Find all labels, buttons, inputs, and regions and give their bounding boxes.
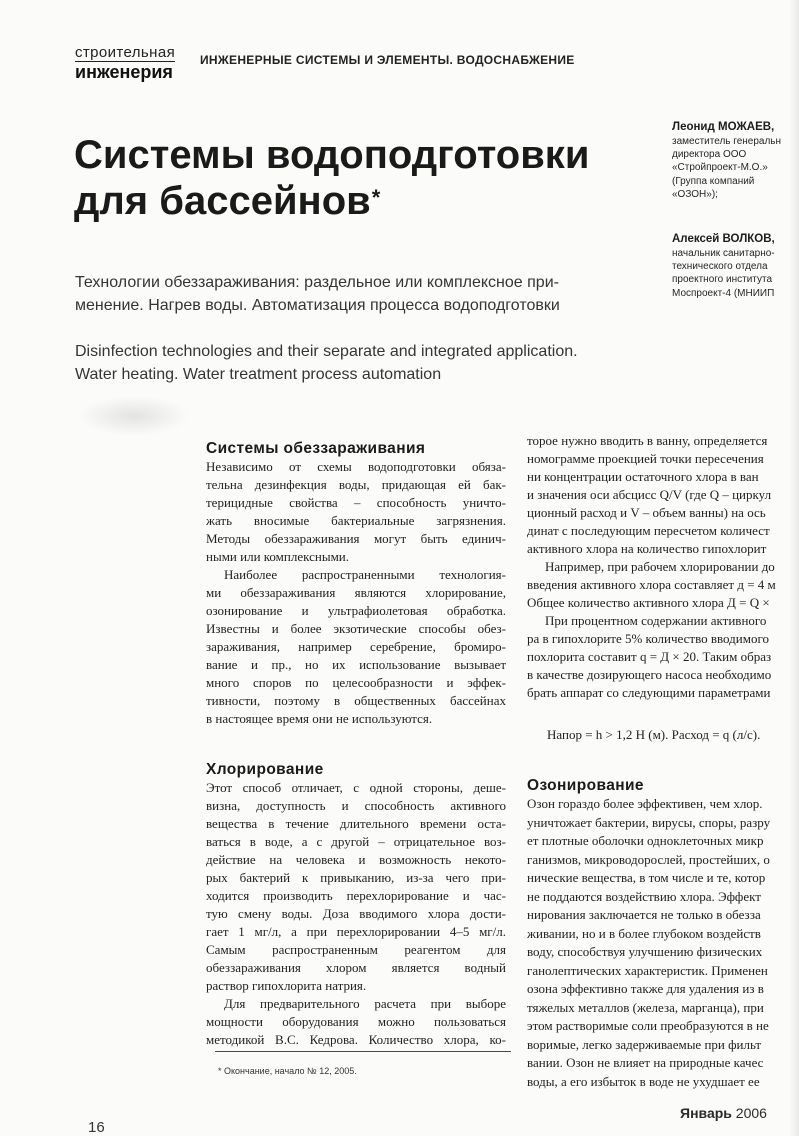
author-name: Алексей ВОЛКОВ, — [672, 233, 775, 245]
text-line: ходится производить перехлорирование и час- — [206, 888, 506, 903]
text-line: ра в гипохлорите 5% количество вводимого — [527, 631, 769, 646]
text-line: Самым распространенным реагентом для — [206, 942, 506, 957]
section-heading: Системы обеззараживания — [206, 440, 426, 457]
author-position-line: (Группа компаний — [672, 175, 755, 187]
text-line: похлорита составит q = Д × 20. Таким образ — [527, 649, 772, 664]
logo-top-word: строительная — [75, 44, 176, 61]
section-chlorination — [206, 761, 506, 1049]
section-body — [527, 432, 799, 702]
lead-line: Water heating. Water treatment process automation — [75, 365, 442, 383]
text-line: тивности, поэтому в общественных бассейнах — [206, 693, 506, 708]
text-line: воримые, легко задерживаемые при фильт — [527, 1036, 762, 1052]
magazine-logo — [75, 44, 195, 82]
section-body — [206, 458, 506, 728]
footnote-divider — [215, 1051, 511, 1052]
section-body — [206, 779, 506, 1049]
text-line: рых бактерий к привыканию, из-за чего при- — [206, 870, 506, 885]
author-position-line: «ОЗОН»); — [672, 188, 718, 200]
text-line: ганолептических характеристик. Применен — [527, 962, 768, 978]
footnote-mark: * — [371, 185, 381, 210]
paragraph — [527, 612, 799, 702]
paragraph — [527, 795, 799, 1091]
text-line: Независимо от схемы водоподготовки обяза- — [206, 459, 506, 474]
rubric-label: ИНЖЕНЕРНЫЕ СИСТЕМЫ И ЭЛЕМЕНТЫ. ВОДОСНАБЖЕНИЕ — [200, 53, 575, 67]
text-line: ными или комплексными. — [206, 549, 350, 564]
text-line: ваться в воде, а с другой – отрицательное воз- — [206, 834, 506, 849]
text-line: торое нужно вводить в ванну, определяется — [527, 433, 768, 448]
text-line: брать аппарат со следующими параметрами — [527, 685, 771, 700]
text-line: зараживания, например серебрение, бромиро- — [206, 639, 506, 654]
text-line: вании. Озон не влияет на природные качес — [527, 1055, 764, 1070]
text-line: нирования заключается не только в обезза — [527, 907, 761, 922]
text-line: терицидные свойства – способность уничто- — [206, 495, 506, 510]
title-line-2-text: для бассейнов — [74, 179, 371, 223]
text-line: ни концентрации остаточного хлора в ван — [527, 469, 759, 484]
text-line: тельна дезинфекция воды, придающая ей бак- — [206, 477, 506, 492]
author-name: Леонид МОЖАЕВ, — [672, 121, 775, 133]
author-block-1 — [672, 120, 799, 201]
text-line: воды, а его избыток в воде не ухудшает ее — [527, 1073, 760, 1089]
page-number: 16 — [88, 1119, 105, 1136]
text-line: жать вносимые бактериальные загрязнения. — [206, 513, 506, 528]
text-line: Озон гораздо более эффективен, чем хлор. — [527, 796, 763, 811]
text-line: в настоящее время они не используются. — [206, 711, 433, 726]
text-line: введения активного хлора составляет д = 4 м — [527, 577, 776, 592]
issue-date — [680, 1105, 767, 1121]
text-line: Этот способ отличает, с одной стороны, деше- — [206, 780, 506, 795]
scan-smudge — [78, 396, 190, 436]
paragraph — [527, 558, 799, 612]
text-line: При процентном содержании активного — [545, 613, 767, 628]
text-line: вещества в течение длительного времени оста- — [206, 816, 506, 831]
text-line: Известны и более экзотические способы обез- — [206, 621, 506, 636]
text-line: активного хлора на количество гипохлорит — [527, 541, 767, 556]
text-line: мощности оборудования можно пользоваться — [206, 1014, 506, 1029]
author-position-line: проектного института — [672, 274, 773, 286]
text-line: тяжелых металлов (железа, марганца), при — [527, 999, 764, 1015]
text-line: живании, но и в более глубоком воздейств — [527, 925, 761, 941]
text-line: обеззараживания хлором является водный — [206, 960, 506, 975]
lead-russian — [75, 272, 775, 317]
issue-year: 2006 — [735, 1105, 767, 1121]
paragraph — [206, 458, 506, 566]
author-position-line: Моспроект-4 (МНИИП — [672, 287, 775, 299]
text-line: уничтожает бактерии, вирусы, споры, разру — [527, 814, 771, 830]
section-heading: Хлорирование — [206, 761, 324, 778]
text-line: озона эффективно также для удаления из в — [527, 981, 764, 996]
text-line: много споров по целесообразности и эффек- — [206, 675, 506, 690]
text-line: гает 1 мг/л, а при перехлорировании 4–5 мг/л. — [206, 924, 506, 939]
text-line: Например, при рабочем хлорировании до — [545, 559, 775, 574]
text-line: воду, способствуя улучшению физических — [527, 944, 763, 959]
title-line-2 — [74, 178, 589, 224]
text-line: нические вещества, в том числе и те, котор — [527, 870, 766, 885]
text-line: методикой В.С. Кедрова. Количество хлора, ко- — [206, 1032, 506, 1047]
chlorination-continued — [527, 432, 799, 702]
text-line: вание и пр., но их использование вызывает — [206, 657, 506, 672]
text-line: Общее количество активного хлора Д = Q × — [527, 595, 770, 610]
author-position — [672, 135, 799, 201]
text-line: ет плотные оболочки одноклеточных микр — [527, 833, 764, 848]
text-line: Методы обеззараживания могут быть единич- — [206, 531, 506, 546]
text-line: номограмме проекцией точки пересечения — [527, 451, 764, 466]
text-line: действие на человека и возможность некото- — [206, 852, 506, 867]
text-line: Наиболее распространенными технология- — [224, 567, 506, 582]
text-line: в качестве дозирующего насоса необходимо — [527, 667, 772, 682]
text-line: тую смену воды. Доза вводимого хлора дости- — [206, 906, 506, 921]
text-line: озонирование и ультрафиолетовая обработка. — [206, 603, 506, 618]
text-line: ми обеззараживания являются хлорирование, — [206, 585, 506, 600]
text-line: ганизмов, микроводорослей, простейших, о — [527, 851, 770, 867]
logo-bottom-word: инженерия — [75, 62, 173, 82]
text-line: раствор гипохлорита натрия. — [206, 978, 367, 993]
paragraph — [206, 779, 506, 995]
issue-month: Январь — [680, 1105, 732, 1121]
text-line: визна, доступность и способность активного — [206, 798, 506, 813]
text-line: Для предварительного расчета при выборе — [224, 996, 506, 1011]
text-line: и значения оси абсцисс Q/V (где Q – циркул — [527, 487, 772, 502]
author-position-line: начальник санитарно- — [672, 248, 775, 259]
author-position-line: директора ООО — [672, 149, 747, 161]
paragraph — [206, 566, 506, 728]
text-line: этом растворимые соли преобразуются в не — [527, 1018, 769, 1033]
section-heading: Озонирование — [527, 777, 644, 794]
section-ozonation — [527, 777, 799, 1091]
paragraph — [527, 432, 799, 558]
section-disinfection-systems — [206, 440, 506, 728]
author-position-line: заместитель генеральн — [672, 136, 782, 147]
footnote: * Окончание, начало № 12, 2005. — [218, 1066, 357, 1076]
text-line: ционный расход и V – объем ванны) на ось — [527, 505, 766, 520]
lead-line: Disinfection technologies and their separate and integrated application. — [75, 343, 578, 360]
text-line: динат с последующим пересчетом количест — [527, 523, 770, 538]
text-line: не поддаются воздействию хлора. Эффект — [527, 888, 761, 904]
pump-formula: Напор = h > 1,2 Н (м). Расход = q (л/с). — [547, 727, 761, 742]
article-title — [74, 132, 589, 224]
lead-english — [75, 341, 775, 386]
lead-line: менение. Нагрев воды. Автоматизация процесса водоподготовки — [75, 296, 560, 314]
author-position-line: «Стройпроект-М.О.» — [672, 162, 768, 174]
paragraph — [206, 995, 506, 1049]
lead-line: Технологии обеззараживания: раздельное или комплексное при- — [75, 274, 559, 291]
section-body — [527, 795, 799, 1091]
title-line-1: Системы водоподготовки — [74, 133, 590, 177]
author-position-line: технического отдела — [672, 261, 768, 273]
